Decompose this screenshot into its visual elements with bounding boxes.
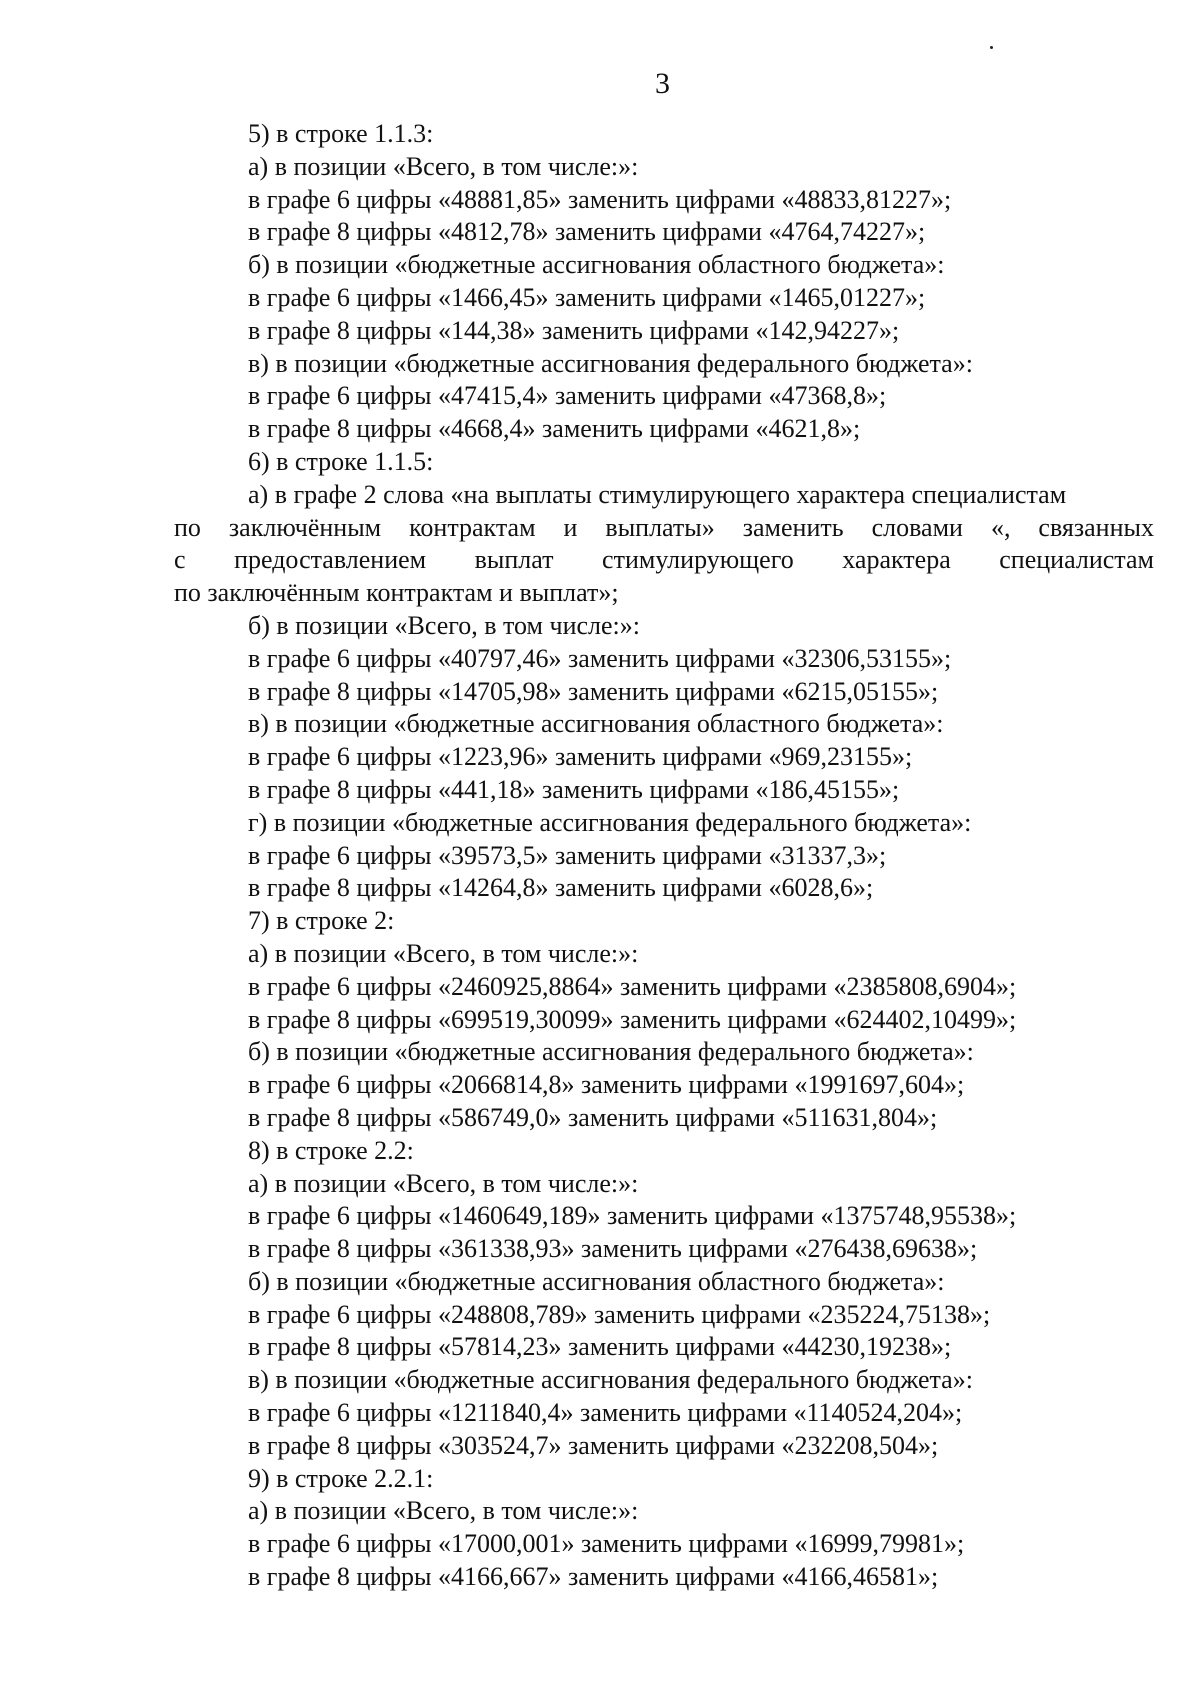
amendment-line: б) в позиции «бюджетные ассигнования областного бюджета»: — [248, 250, 945, 280]
paragraph-word: характера — [842, 545, 951, 575]
amendment-line: 6) в строке 1.1.5: — [248, 446, 434, 476]
amendment-line: в) в позиции «бюджетные ассигнования федерального бюджета»: — [248, 1365, 973, 1395]
amendment-line: в графе 6 цифры «1466,45» заменить цифрами «1465,01227»; — [248, 282, 926, 312]
amendment-line: б) в позиции «бюджетные ассигнования федерального бюджета»: — [248, 1037, 974, 1067]
amendment-line: в) в позиции «бюджетные ассигнования областного бюджета»: — [248, 709, 944, 739]
amendment-line: в графе 6 цифры «1460649,189» заменить цифрами «1375748,95538»; — [248, 1201, 1017, 1231]
paragraph-word: связанных — [1038, 512, 1154, 542]
paragraph-line-1: а) в графе 2 слова «на выплаты стимулирующего характера специалистам — [248, 479, 1067, 509]
amendment-line: в графе 6 цифры «39573,5» заменить цифрами «31337,3»; — [248, 840, 887, 870]
amendment-line: в графе 8 цифры «4166,667» заменить цифрами «4166,46581»; — [248, 1562, 939, 1592]
amendment-list-bottom — [174, 610, 1154, 1594]
paragraph-line-4: по заключённым контрактам и выплат»; — [174, 578, 619, 608]
amendment-line: в графе 8 цифры «57814,23» заменить цифрами «44230,19238»; — [248, 1332, 952, 1362]
amendment-line: в графе 6 цифры «47415,4» заменить цифрами «47368,8»; — [248, 381, 887, 411]
paragraph-word: заменить — [742, 512, 844, 542]
amendment-line: 9) в строке 2.2.1: — [248, 1463, 434, 1493]
paragraph-word: и — [563, 512, 578, 542]
paragraph-word: по — [174, 512, 201, 542]
paragraph-word: заключённым — [228, 512, 382, 542]
amendment-line: в графе 6 цифры «17000,001» заменить цифрами «16999,79981»; — [248, 1529, 965, 1559]
amendment-line: в графе 8 цифры «586749,0» заменить цифрами «511631,804»; — [248, 1102, 938, 1132]
amendment-line: в графе 8 цифры «14264,8» заменить цифрами «6028,6»; — [248, 873, 874, 903]
paragraph-word: специалистам — [999, 545, 1154, 575]
paragraph-line-2 — [174, 512, 1154, 545]
paragraph-word: стимулирующего — [602, 545, 794, 575]
paragraph-word: словами — [871, 512, 963, 542]
amendment-line: в графе 8 цифры «14705,98» заменить цифрами «6215,05155»; — [248, 676, 939, 706]
amendment-line: в графе 8 цифры «441,18» заменить цифрами «186,45155»; — [248, 774, 900, 804]
amendment-line: в графе 8 цифры «303524,7» заменить цифрами «232208,504»; — [248, 1430, 939, 1460]
amendment-line: в графе 6 цифры «2460925,8864» заменить цифрами «2385808,6904»; — [248, 971, 1017, 1001]
paragraph-word: «, — [990, 512, 1011, 542]
amendment-line: в графе 8 цифры «699519,30099» заменить цифрами «624402,10499»; — [248, 1004, 1017, 1034]
amendment-line: в графе 6 цифры «1223,96» заменить цифрами «969,23155»; — [248, 742, 913, 772]
amendment-line: в графе 6 цифры «2066814,8» заменить цифрами «1991697,604»; — [248, 1070, 965, 1100]
amendment-line: 5) в строке 1.1.3: — [248, 119, 434, 148]
amendment-line: в графе 8 цифры «4668,4» заменить цифрами «4621,8»; — [248, 414, 861, 444]
paragraph-word: выплат — [474, 545, 554, 575]
amendment-line: г) в позиции «бюджетные ассигнования федерального бюджета»: — [248, 807, 972, 837]
amendment-line: 7) в строке 2: — [248, 906, 395, 936]
paragraph-word: с — [174, 545, 186, 575]
amendment-line: а) в позиции «Всего, в том числе:»: — [248, 938, 639, 968]
amendment-line: 8) в строке 2.2: — [248, 1135, 414, 1165]
page-number: 3 — [655, 67, 670, 100]
amendment-line: в) в позиции «бюджетные ассигнования федерального бюджета»: — [248, 348, 973, 378]
paragraph-line-3 — [174, 544, 1154, 577]
amendment-line: б) в позиции «бюджетные ассигнования областного бюджета»: — [248, 1266, 945, 1296]
paragraph-word: предоставлением — [234, 545, 427, 575]
amendment-line: в графе 6 цифры «48881,85» заменить цифрами «48833,81227»; — [248, 184, 952, 214]
amendment-line: в графе 6 цифры «248808,789» заменить цифрами «235224,75138»; — [248, 1299, 991, 1329]
amendment-line: в графе 8 цифры «4812,78» заменить цифрами «4764,74227»; — [248, 217, 926, 247]
amendment-line: в графе 6 цифры «40797,46» заменить цифрами «32306,53155»; — [248, 643, 952, 673]
scan-speck — [990, 46, 993, 49]
document-body — [174, 118, 1154, 1594]
amendment-line: в графе 6 цифры «1211840,4» заменить цифрами «1140524,204»; — [248, 1398, 963, 1428]
amendment-line: в графе 8 цифры «361338,93» заменить цифрами «276438,69638»; — [248, 1234, 978, 1264]
amendment-list-top — [174, 118, 1154, 479]
amendment-line: а) в позиции «Всего, в том числе:»: — [248, 151, 639, 181]
amendment-line: в графе 8 цифры «144,38» заменить цифрами «142,94227»; — [248, 315, 900, 345]
paragraph-word: выплаты» — [605, 512, 715, 542]
amendment-line: б) в позиции «Всего, в том числе:»: — [248, 610, 641, 640]
amendment-line: а) в позиции «Всего, в том числе:»: — [248, 1496, 639, 1526]
amendment-line: а) в позиции «Всего, в том числе:»: — [248, 1168, 639, 1198]
paragraph-word: контрактам — [409, 512, 536, 542]
